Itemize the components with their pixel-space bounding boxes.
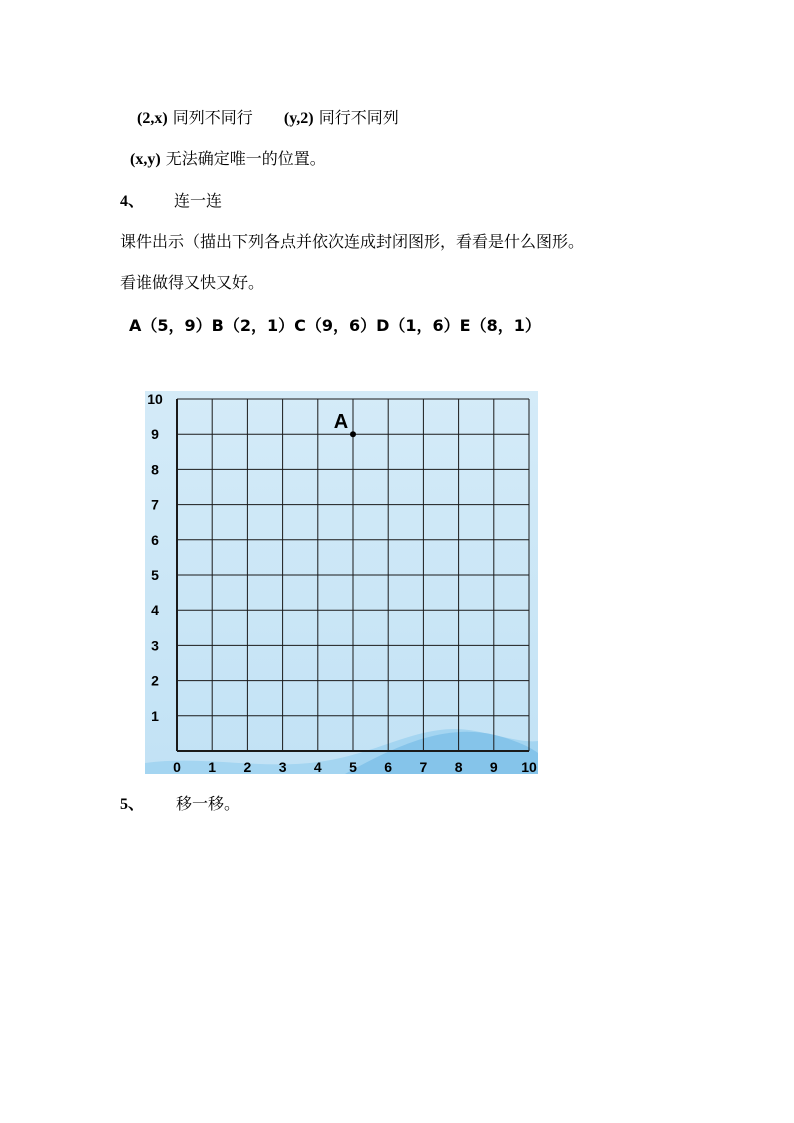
section-4-heading [120, 191, 222, 212]
x-tick-label: 8 [454, 759, 463, 774]
x-tick-label: 5 [349, 759, 357, 774]
section-title: 移一移。 [176, 794, 241, 813]
line-2x-same-column [137, 108, 399, 129]
points-list: A（5，9）B（2，1）C（9，6）D（1，6）E（8，1） [129, 316, 541, 335]
point-label: A [333, 411, 349, 434]
x-tick-label: 9 [489, 759, 498, 774]
x-tick-label: 10 [521, 759, 537, 774]
text-same-row: 同行不同列 [318, 108, 399, 127]
x-tick-label: 1 [208, 759, 217, 774]
coordinate-grid-figure [145, 391, 538, 774]
y-tick-label: 9 [151, 426, 159, 443]
y-tick-label: 2 [151, 672, 159, 689]
section-title: 连一连 [174, 191, 223, 210]
coord-xy: (x,y) [130, 151, 161, 168]
x-tick-label: 6 [384, 759, 393, 774]
x-tick-label: 3 [278, 759, 287, 774]
y-tick-label: 6 [151, 531, 159, 548]
x-tick-label: 0 [173, 759, 181, 774]
y-tick-label: 4 [151, 602, 159, 619]
y-tick-label: 10 [147, 391, 163, 407]
y-tick-label: 1 [151, 707, 159, 724]
instruction-line: 课件出示（描出下列各点并依次连成封闭图形，看看是什么图形。 [120, 232, 585, 251]
instruction-line-2: 看谁做得又快又好。 [120, 273, 265, 292]
x-tick-label: 7 [419, 759, 428, 774]
section-number: 5、 [120, 796, 145, 813]
y-tick-label: 7 [151, 496, 159, 513]
coord-y2: (y,2) [283, 110, 314, 127]
y-tick-label: 5 [151, 567, 159, 583]
text-undetermined: 无法确定唯一的位置。 [165, 149, 326, 168]
x-tick-label: 2 [243, 759, 252, 774]
grid-background [145, 391, 538, 774]
text-same-column: 同列不同行 [172, 108, 253, 127]
coord-2x: (2,x) [137, 110, 168, 127]
x-tick-label: 4 [313, 759, 322, 774]
section-number: 4、 [120, 193, 145, 210]
point-a [350, 431, 356, 437]
section-5-heading [120, 794, 240, 815]
y-tick-label: 3 [151, 637, 159, 654]
line-xy-undetermined [130, 149, 326, 170]
y-tick-label: 8 [151, 461, 159, 478]
